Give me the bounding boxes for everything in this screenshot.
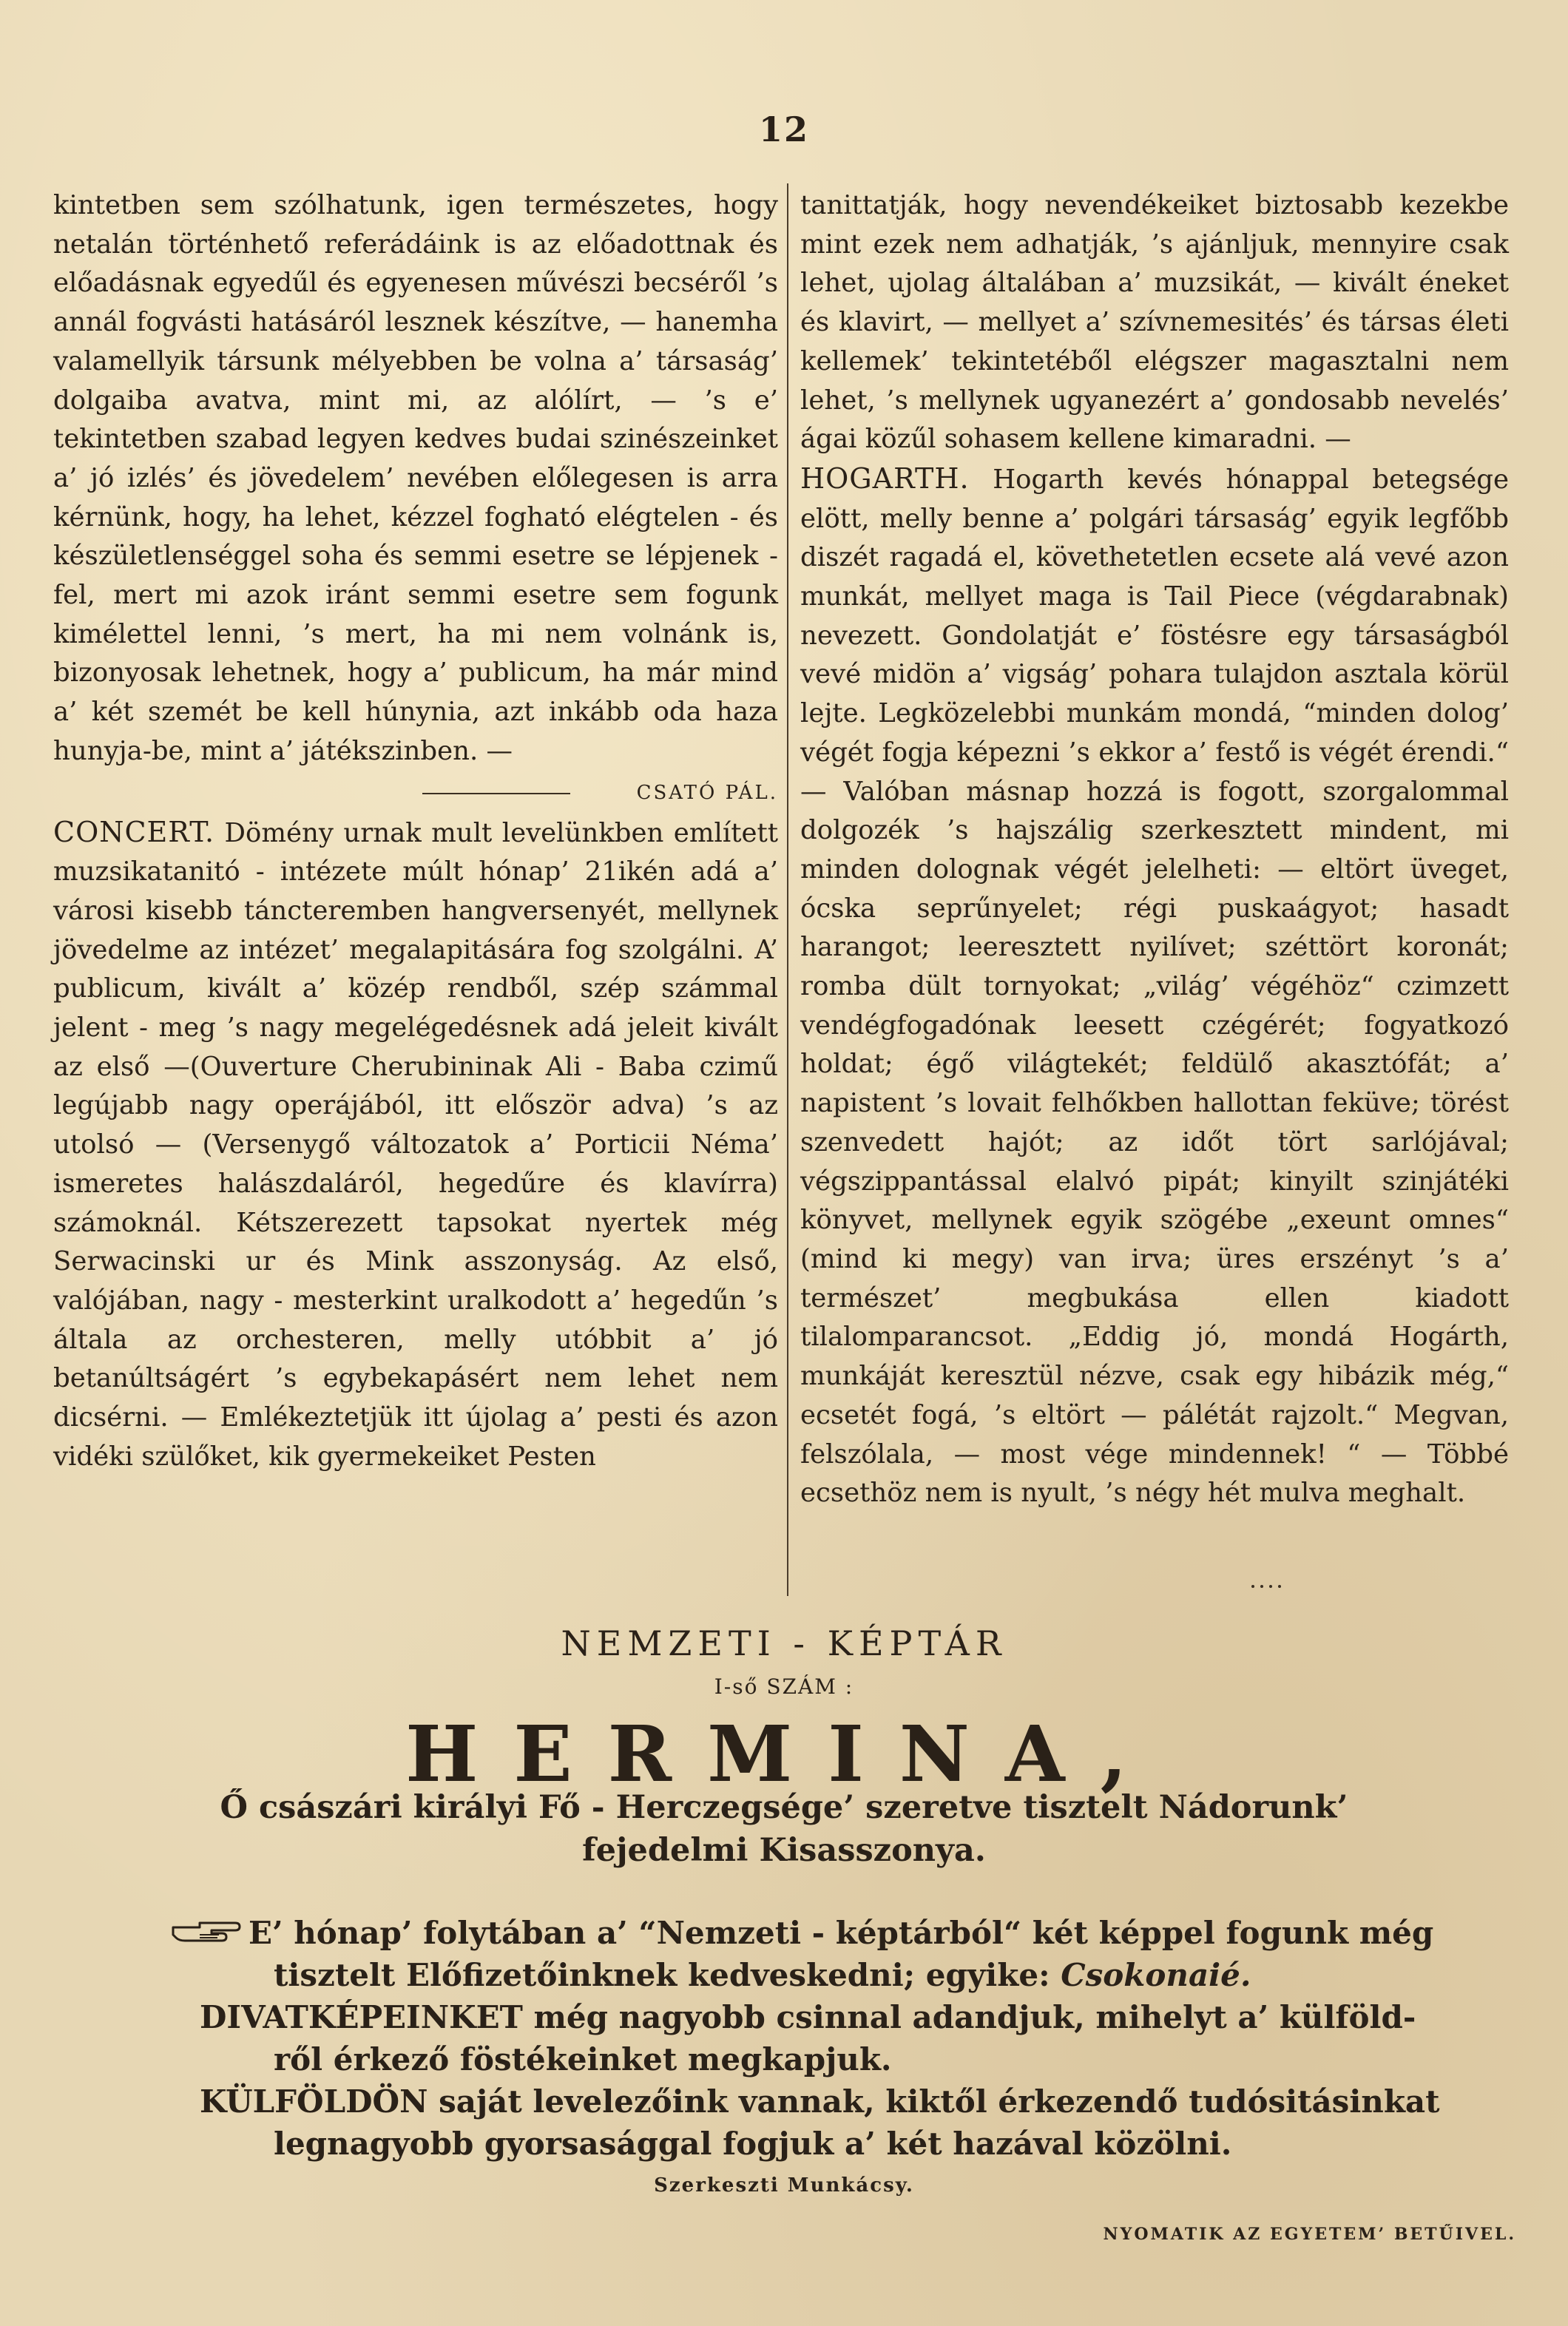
signature-row: [53, 774, 778, 813]
picture-title: HERMINA,: [405, 1708, 1163, 1799]
concert-text: Dömény urnak mult levelünkben említett muzsikatanitó - intézete múlt hónap’ 21ikén adá a’ városi kisebb táncteremben hangversenyét, mellynek jövedelme az intézet’ megalapitására fog szolgálni. A’ publicum, kivált a’ közép rendből, szép számmal jelent - meg ’s nagy megelégedésnek adá jeleit kivált az első —(Ouverture Cherubininak Ali - Baba czimű legújabb nagy operájából, itt először adva) ’s az utolsó — (Versenygő változatok a’ Porticii Néma’ ismeretes halászdaláról, hegedűre és klavírra) számoknál. Kétszerezett tapsokat nyertek még Serwacinski ur és Mink asszonyság. Az első, valójában, nagy - mesterkint uralkodott a’ hegedűn ’s általa az orchesteren, melly utóbbit a’ jó betanúltságért ’s egybekapásért nem lehet nem dicsérni. — Emlékeztetjük itt újolag a’ pesti és azon vidéki szülőket, kik gyermekeiket Pesten: [53, 817, 778, 1472]
theatre-review-paragraph: kintetben sem szólhatunk, igen természetes, hogy netalán történhető referádáink is az előadottnak és előadásnak egyedűl és egyenesen művészi becséről ’s annál fogvásti hatásáról lesznek készítve, — hanemha valamellyik társunk mélyebben be volna a’ társaság’ dolgaiba avatva, mint mi, az alólírt, — ’s e’ tekintetben szabad legyen kedves budai szinészeinket a’ jó izlés’ és jövedelem’ nevében előlegesen is arra kérnünk, hogy, ha lehet, kézzel fogható elégtelen - és készületlenséggel soha és semmi esetre se lépjenek - fel, mert mi azok iránt semmi esetre sem fogunk kimélettel lenni, ’s mert, ha mi nem volnánk is, bizonyosak lehetnek, hogy a’ publicum, ha már mind a’ két szemét be kell húnynia, azt inkább oda haza hunyja-be, mint a’ játékszinben. —: [53, 190, 778, 766]
subscriber-notice: [170, 1912, 1442, 2165]
notice-line-5: saját levelezőink vannak, kiktől érkezendő tudósitásinkat: [428, 2083, 1440, 2120]
dotted-ornament: [1250, 1584, 1283, 1589]
author-signature: CSATÓ PÁL.: [636, 782, 778, 805]
hogarth-heading: HOGARTH.: [800, 462, 970, 495]
signature-rule: [422, 793, 570, 794]
notice-line: [170, 2123, 1442, 2165]
notice-line: [170, 1996, 1442, 2038]
printer-imprint: NYOMATIK AZ EGYETEM’ BETŰIVEL.: [1103, 2225, 1516, 2244]
notice-line: [170, 2038, 1442, 2080]
concert-heading: CONCERT.: [53, 815, 215, 848]
column-divider: [787, 183, 788, 1596]
notice-line-3: még nagyobb csinnal adandjuk, mihelyt a’ külföld-: [522, 1999, 1416, 2035]
notice-line-2-italic: Csokonaié.: [1061, 1957, 1251, 1993]
fashion-plates-heading: DIVATKÉPEINKET: [200, 1999, 523, 2035]
page-number: 12: [758, 109, 809, 149]
notice-line-6: legnagyobb gyorsasággal fogjuk a’ két hazával közölni.: [274, 2126, 1232, 2162]
picture-subtitle: Ő császári királyi Fő - Herczegsége’ szeretve tisztelt Nádorunk’ fejedelmi Kisasszonya.: [220, 1789, 1348, 1869]
issue-number: I-ső SZÁM :: [714, 1674, 854, 1699]
notice-line: [170, 2080, 1442, 2123]
notice-line-2: tisztelt Előfizetőinknek kedveskedni; egyike:: [274, 1957, 1061, 1993]
music-recommendation-paragraph: tanittatják, hogy nevendékeiket biztosabb kezekbe mint ezek nem adhatják, ’s ajánljuk, mennyire csak lehet, ujolag általában a’ muzsikát, — kivált éneket és klavirt, — mellyet a’ szívnemesités’ és társas életi kellemek’ tekintetéből elégszer magasztalni nem lehet, ’s mellynek ugyanezért a’ gondosabb nevelés’ ágai közűl sohasem kellene kimaradni. —: [800, 190, 1509, 455]
notice-line: [170, 1912, 1442, 1954]
hogarth-paragraph: [800, 459, 1509, 1513]
pointing-hand-icon: [170, 1917, 241, 1947]
left-column: [53, 186, 778, 1477]
right-column: [800, 186, 1509, 1513]
hogarth-text: Hogarth kevés hónappal betegsége elött, melly benne a’ polgári társaság’ egyik legfőbb diszét ragadá el, követhetetlen ecsete alá vevé azon munkát, mellyet maga is Tail Piece (végdarabnak) nevezett. Gondolatját e’ föstésre egy társaságból vevé midön a’ vigság’ pohara tulajdon asztala körül lejte. Legközelebbi munkám mondá, “minden dolog’ végét fogja képezni ’s ekkor a’ festő is végét érendi.“ — Valóban másnap hozzá is fogott, szorgalommal dolgozék ’s hajszálig szerkesztett mindent, mi minden dolognak végét jelelheti: — eltört üveget, ócska seprűnyelet; régi puskaágyot; hasadt harangot; leeresztett nyilívet; széttört koronát; romba dült tornyokat; „világ’ végéhöz“ czimzett vendégfogadónak leesett czégérét; fogyatkozó holdat; égő világtekét; feldülő akasztófát; a’ napistent ’s lovait felhőkben hallottan feküve; törést szenvedett hajót; az időt tört sarlójával; végszippantással elalvó pipát; kinyilt szinjátéki könyvet, mellynek egyik szögébe „exeunt omnes“ (mind ki megy) van irva; üres erszényt ’s a’ természet’ megbukása ellen kiadott tilalomparancsot. „Eddig jó, mondá Hogárth, munkáját keresztül nézve, csak egy hibázik még,“ ecsetét fogá, ’s eltört — pálétát rajzolt.“ Megvan, felszólala, — most vége mindennek! “ — Többé ecsethöz nem is nyult, ’s négy hét mulva meghalt.: [800, 464, 1509, 1509]
editor-credit: Szerkeszti Munkácsy.: [654, 2174, 914, 2197]
notice-line-1: E’ hónap’ folytában a’ “Nemzeti - képtárból“ két képpel fogunk még: [249, 1915, 1434, 1951]
notice-line-4: ről érkező föstékeinket megkapjuk.: [274, 2041, 892, 2077]
notice-line: [170, 1954, 1442, 1996]
concert-paragraph: [53, 813, 778, 1477]
abroad-heading: KÜLFÖLDÖN: [200, 2083, 428, 2120]
series-title: NEMZETI - KÉPTÁR: [561, 1623, 1007, 1663]
